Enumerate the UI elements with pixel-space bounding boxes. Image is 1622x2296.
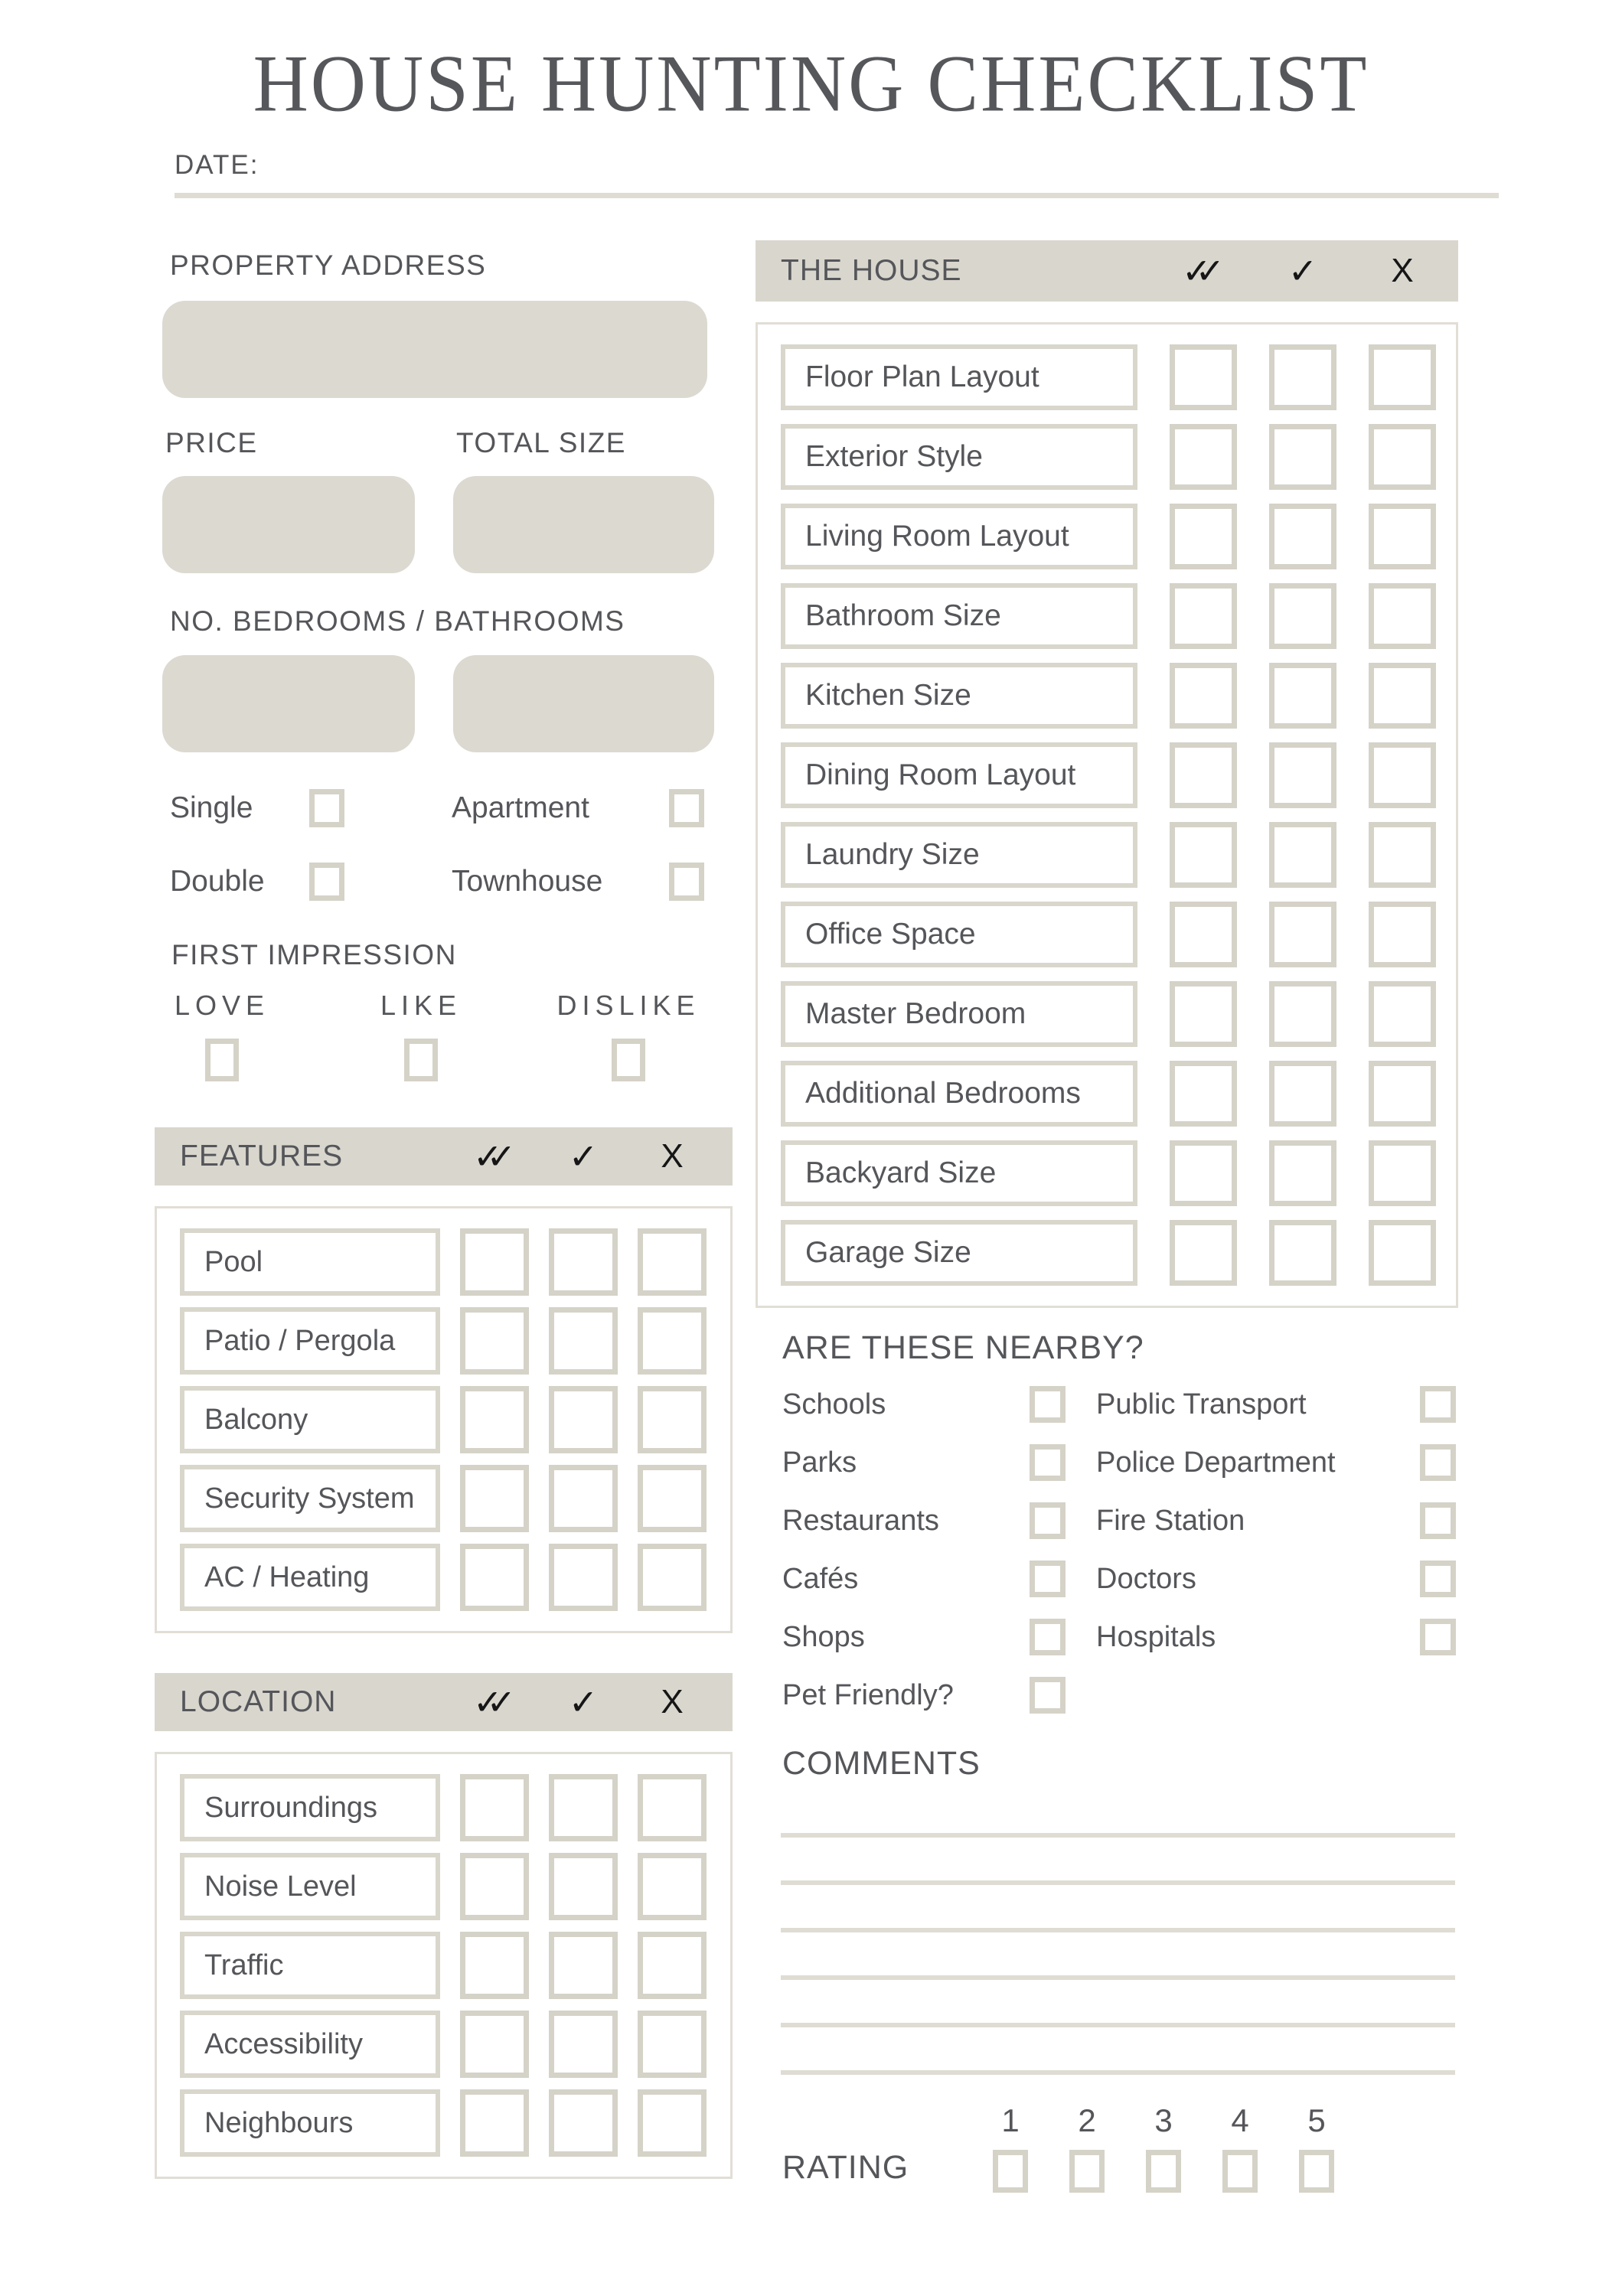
rating-option xyxy=(972,2102,1049,2193)
no-checkbox[interactable] xyxy=(1369,663,1436,729)
checklist-row xyxy=(781,1220,1442,1286)
yes-checkbox[interactable] xyxy=(1269,1220,1336,1286)
nearby-item xyxy=(1096,1443,1456,1482)
date-label: DATE: xyxy=(175,150,259,180)
nearby-item xyxy=(782,1502,1066,1540)
property-type-option xyxy=(170,863,344,901)
location-table xyxy=(155,1752,733,2179)
comment-line[interactable] xyxy=(781,1833,1455,1838)
right-column xyxy=(756,240,1458,2193)
impression-option xyxy=(375,990,467,1081)
double-check-icon: ✓✓ xyxy=(472,1136,501,1178)
nearby-item xyxy=(782,1676,1066,1714)
checklist-row xyxy=(781,981,1442,1047)
impression-label: DISLIKE xyxy=(556,990,700,1022)
checklist-row xyxy=(781,583,1442,649)
yes-checkbox[interactable] xyxy=(1269,583,1336,649)
item-label: Backyard Size xyxy=(781,1140,1137,1206)
nearby-checkbox[interactable] xyxy=(1030,1561,1066,1597)
nearby-item xyxy=(782,1385,1066,1424)
no-checkbox[interactable] xyxy=(1369,1140,1436,1206)
no-checkbox[interactable] xyxy=(1369,583,1436,649)
strong-yes-checkbox[interactable] xyxy=(460,2089,529,2157)
total-size-label: TOTAL SIZE xyxy=(456,426,626,458)
page-title: HOUSE HUNTING CHECKLIST xyxy=(253,38,1369,129)
nearby-checkbox[interactable] xyxy=(1420,1561,1456,1597)
no-checkbox[interactable] xyxy=(1369,1220,1436,1286)
yes-checkbox[interactable] xyxy=(1269,424,1336,490)
item-label: Pool xyxy=(180,1228,440,1296)
item-label: Noise Level xyxy=(180,1853,440,1920)
yes-checkbox[interactable] xyxy=(1269,1140,1336,1206)
yes-checkbox[interactable] xyxy=(549,1932,618,1999)
nearby-label: Fire Station xyxy=(1096,1504,1245,1537)
no-checkbox[interactable] xyxy=(1369,902,1436,967)
item-label: Patio / Pergola xyxy=(180,1307,440,1375)
yes-checkbox[interactable] xyxy=(1269,822,1336,888)
features-table xyxy=(155,1206,733,1633)
no-checkbox[interactable] xyxy=(638,1307,707,1375)
check-icon: ✓ xyxy=(568,1681,599,1724)
checklist-row xyxy=(781,742,1442,808)
no-checkbox[interactable] xyxy=(638,1228,707,1296)
impression-label: LIKE xyxy=(380,990,462,1022)
house-title: THE HOUSE xyxy=(781,254,962,287)
rating-scale xyxy=(972,2102,1355,2193)
rating-checkbox[interactable] xyxy=(1222,2150,1258,2193)
no-checkbox[interactable] xyxy=(638,2089,707,2157)
comment-line[interactable] xyxy=(781,1928,1455,1932)
item-label: Surroundings xyxy=(180,1774,440,1841)
strong-yes-checkbox[interactable] xyxy=(1170,344,1237,410)
strong-yes-checkbox[interactable] xyxy=(460,1386,529,1453)
property-type-options xyxy=(170,789,733,901)
nearby-left-list xyxy=(782,1385,1066,1714)
no-checkbox[interactable] xyxy=(638,1932,707,1999)
impression-option xyxy=(556,990,700,1081)
rating-scale-label: 2 xyxy=(1078,2102,1096,2138)
item-label: Kitchen Size xyxy=(781,663,1137,729)
rating-option xyxy=(1278,2102,1355,2193)
checklist-row xyxy=(781,1061,1442,1127)
rating-option xyxy=(1202,2102,1278,2193)
property-type-option xyxy=(452,863,704,901)
property-type-checkbox[interactable] xyxy=(309,789,344,827)
nearby-label: Doctors xyxy=(1096,1562,1196,1595)
checklist-row xyxy=(781,822,1442,888)
item-label: Balcony xyxy=(180,1386,440,1453)
nearby-checkbox[interactable] xyxy=(1030,1386,1066,1423)
no-checkbox[interactable] xyxy=(1369,822,1436,888)
checklist-row xyxy=(180,1307,716,1375)
impression-checkbox[interactable] xyxy=(404,1039,438,1081)
nearby-label: Hospitals xyxy=(1096,1620,1216,1653)
price-input[interactable] xyxy=(162,476,415,573)
comments-label: COMMENTS xyxy=(782,1745,981,1782)
price-label: PRICE xyxy=(165,426,258,458)
nearby-title: ARE THESE NEARBY? xyxy=(782,1329,1144,1366)
item-label: Floor Plan Layout xyxy=(781,344,1137,410)
comment-line[interactable] xyxy=(781,1880,1455,1885)
checklist-row xyxy=(781,344,1442,410)
item-label: Living Room Layout xyxy=(781,504,1137,569)
strong-yes-checkbox[interactable] xyxy=(1170,742,1237,808)
item-label: Laundry Size xyxy=(781,822,1137,888)
date-field xyxy=(175,150,1499,198)
checklist-row xyxy=(781,504,1442,569)
bathrooms-input[interactable] xyxy=(453,655,714,752)
item-label: Bathroom Size xyxy=(781,583,1137,649)
checklist-row xyxy=(180,1228,716,1296)
check-icon: ✓ xyxy=(568,1136,599,1178)
strong-yes-checkbox[interactable] xyxy=(1170,1061,1237,1127)
strong-yes-checkbox[interactable] xyxy=(1170,583,1237,649)
nearby-section xyxy=(782,1385,1458,1714)
nearby-item xyxy=(1096,1618,1456,1656)
location-header xyxy=(155,1673,733,1731)
nearby-checkbox[interactable] xyxy=(1030,1502,1066,1539)
yes-checkbox[interactable] xyxy=(549,1307,618,1375)
checklist-row xyxy=(180,1386,716,1453)
features-header xyxy=(155,1127,733,1186)
no-checkbox[interactable] xyxy=(1369,344,1436,410)
item-label: Master Bedroom xyxy=(781,981,1137,1047)
impression-option xyxy=(171,990,273,1081)
property-type-label: Double xyxy=(170,864,265,898)
nearby-item xyxy=(1096,1385,1456,1424)
strong-yes-checkbox[interactable] xyxy=(460,2011,529,2078)
checklist-row xyxy=(180,2089,716,2157)
rating-section xyxy=(782,2102,1458,2193)
yes-checkbox[interactable] xyxy=(549,1544,618,1611)
yes-checkbox[interactable] xyxy=(1269,1061,1336,1127)
nearby-checkbox[interactable] xyxy=(1030,1619,1066,1655)
date-input-line[interactable] xyxy=(175,193,1499,198)
yes-checkbox[interactable] xyxy=(1269,504,1336,569)
no-checkbox[interactable] xyxy=(1369,424,1436,490)
checklist-row xyxy=(781,902,1442,967)
strong-yes-checkbox[interactable] xyxy=(460,1544,529,1611)
nearby-right-list xyxy=(1096,1385,1456,1714)
property-type-label: Apartment xyxy=(452,791,589,824)
no-checkbox[interactable] xyxy=(638,1853,707,1920)
no-checkbox[interactable] xyxy=(638,1386,707,1453)
no-checkbox[interactable] xyxy=(1369,504,1436,569)
total-size-input[interactable] xyxy=(453,476,714,573)
checklist-row xyxy=(781,424,1442,490)
checklist-row xyxy=(781,663,1442,729)
cross-icon: X xyxy=(1391,252,1414,289)
nearby-checkbox[interactable] xyxy=(1420,1619,1456,1655)
item-label: Dining Room Layout xyxy=(781,742,1137,808)
nearby-checkbox[interactable] xyxy=(1420,1386,1456,1423)
property-type-checkbox[interactable] xyxy=(669,789,704,827)
yes-checkbox[interactable] xyxy=(549,1228,618,1296)
rating-option xyxy=(1125,2102,1202,2193)
bedrooms-input[interactable] xyxy=(162,655,415,752)
yes-checkbox[interactable] xyxy=(1269,663,1336,729)
rating-scale-label: 4 xyxy=(1231,2102,1249,2138)
impression-label: LOVE xyxy=(174,990,270,1022)
rating-option xyxy=(1049,2102,1125,2193)
no-checkbox[interactable] xyxy=(1369,1061,1436,1127)
nearby-label: Police Department xyxy=(1096,1446,1336,1479)
item-label: Traffic xyxy=(180,1932,440,1999)
no-checkbox[interactable] xyxy=(1369,742,1436,808)
first-impression-options xyxy=(155,990,733,1088)
strong-yes-checkbox[interactable] xyxy=(460,1307,529,1375)
nearby-label: Pet Friendly? xyxy=(782,1678,954,1711)
no-checkbox[interactable] xyxy=(638,1544,707,1611)
rating-scale-label: 1 xyxy=(1001,2102,1020,2138)
no-checkbox[interactable] xyxy=(1369,981,1436,1047)
impression-checkbox[interactable] xyxy=(612,1039,645,1081)
item-label: Additional Bedrooms xyxy=(781,1061,1137,1127)
yes-checkbox[interactable] xyxy=(549,1774,618,1841)
checklist-row xyxy=(180,1774,716,1841)
property-address-input[interactable] xyxy=(162,301,707,398)
nearby-item xyxy=(1096,1560,1456,1598)
yes-checkbox[interactable] xyxy=(549,1853,618,1920)
no-checkbox[interactable] xyxy=(638,2011,707,2078)
property-type-label: Townhouse xyxy=(452,864,603,898)
nearby-item xyxy=(1096,1502,1456,1540)
strong-yes-checkbox[interactable] xyxy=(460,1228,529,1296)
comment-line[interactable] xyxy=(781,2023,1455,2027)
cross-icon: X xyxy=(661,1683,684,1721)
strong-yes-checkbox[interactable] xyxy=(1170,1140,1237,1206)
rating-label: RATING xyxy=(782,2149,909,2186)
nearby-label: Parks xyxy=(782,1446,857,1479)
nearby-label: Shops xyxy=(782,1620,865,1653)
rating-scale-label: 3 xyxy=(1154,2102,1173,2138)
yes-checkbox[interactable] xyxy=(549,2011,618,2078)
nearby-label: Public Transport xyxy=(1096,1388,1307,1420)
nearby-label: Restaurants xyxy=(782,1504,939,1537)
double-check-icon: ✓✓ xyxy=(472,1681,501,1724)
item-label: Security System xyxy=(180,1465,440,1532)
nearby-item xyxy=(782,1560,1066,1598)
strong-yes-checkbox[interactable] xyxy=(460,1465,529,1532)
item-label: Neighbours xyxy=(180,2089,440,2157)
checklist-row xyxy=(180,1544,716,1611)
item-label: Exterior Style xyxy=(781,424,1137,490)
no-checkbox[interactable] xyxy=(638,1774,707,1841)
property-type-checkbox[interactable] xyxy=(309,863,344,901)
strong-yes-checkbox[interactable] xyxy=(460,1774,529,1841)
strong-yes-checkbox[interactable] xyxy=(1170,1220,1237,1286)
property-type-option xyxy=(170,789,344,827)
strong-yes-checkbox[interactable] xyxy=(1170,424,1237,490)
nearby-label: Cafés xyxy=(782,1562,859,1595)
nearby-checkbox[interactable] xyxy=(1420,1502,1456,1539)
yes-checkbox[interactable] xyxy=(549,1465,618,1532)
item-label: AC / Heating xyxy=(180,1544,440,1611)
comments-area xyxy=(781,1833,1455,2075)
rating-scale-label: 5 xyxy=(1307,2102,1326,2138)
item-label: Garage Size xyxy=(781,1220,1137,1286)
nearby-item xyxy=(782,1618,1066,1656)
yes-checkbox[interactable] xyxy=(1269,344,1336,410)
comment-line[interactable] xyxy=(781,1975,1455,1980)
location-title: LOCATION xyxy=(180,1685,337,1719)
strong-yes-checkbox[interactable] xyxy=(1170,822,1237,888)
yes-checkbox[interactable] xyxy=(1269,902,1336,967)
rating-checkbox[interactable] xyxy=(993,2150,1028,2193)
checklist-row xyxy=(180,1465,716,1532)
features-title: FEATURES xyxy=(180,1140,344,1173)
strong-yes-checkbox[interactable] xyxy=(460,1932,529,1999)
nearby-checkbox[interactable] xyxy=(1030,1444,1066,1481)
strong-yes-checkbox[interactable] xyxy=(1170,663,1237,729)
house-table xyxy=(756,322,1458,1308)
bedrooms-bathrooms-label: NO. BEDROOMS / BATHROOMS xyxy=(170,605,625,638)
double-check-icon: ✓✓ xyxy=(1181,250,1209,292)
property-type-option xyxy=(452,789,704,827)
house-header xyxy=(756,240,1458,302)
property-type-checkbox[interactable] xyxy=(669,863,704,901)
strong-yes-checkbox[interactable] xyxy=(1170,902,1237,967)
first-impression-label: FIRST IMPRESSION xyxy=(171,938,457,970)
yes-checkbox[interactable] xyxy=(549,1386,618,1453)
yes-checkbox[interactable] xyxy=(1269,742,1336,808)
property-address-label: PROPERTY ADDRESS xyxy=(170,249,487,281)
no-checkbox[interactable] xyxy=(638,1465,707,1532)
left-column xyxy=(155,249,733,2179)
rating-checkbox[interactable] xyxy=(1069,2150,1105,2193)
checklist-row xyxy=(781,1140,1442,1206)
checklist-row xyxy=(180,1932,716,1999)
cross-icon: X xyxy=(661,1137,684,1176)
property-type-label: Single xyxy=(170,791,253,824)
nearby-checkbox[interactable] xyxy=(1030,1677,1066,1714)
strong-yes-checkbox[interactable] xyxy=(1170,504,1237,569)
strong-yes-checkbox[interactable] xyxy=(460,1853,529,1920)
comment-line[interactable] xyxy=(781,2070,1455,2075)
checklist-row xyxy=(180,1853,716,1920)
item-label: Accessibility xyxy=(180,2011,440,2078)
yes-checkbox[interactable] xyxy=(1269,981,1336,1047)
rating-checkbox[interactable] xyxy=(1299,2150,1334,2193)
check-icon: ✓ xyxy=(1287,250,1318,292)
strong-yes-checkbox[interactable] xyxy=(1170,981,1237,1047)
impression-checkbox[interactable] xyxy=(205,1039,239,1081)
nearby-checkbox[interactable] xyxy=(1420,1444,1456,1481)
yes-checkbox[interactable] xyxy=(549,2089,618,2157)
checklist-row xyxy=(180,2011,716,2078)
rating-checkbox[interactable] xyxy=(1146,2150,1181,2193)
nearby-label: Schools xyxy=(782,1388,886,1420)
item-label: Office Space xyxy=(781,902,1137,967)
nearby-item xyxy=(782,1443,1066,1482)
